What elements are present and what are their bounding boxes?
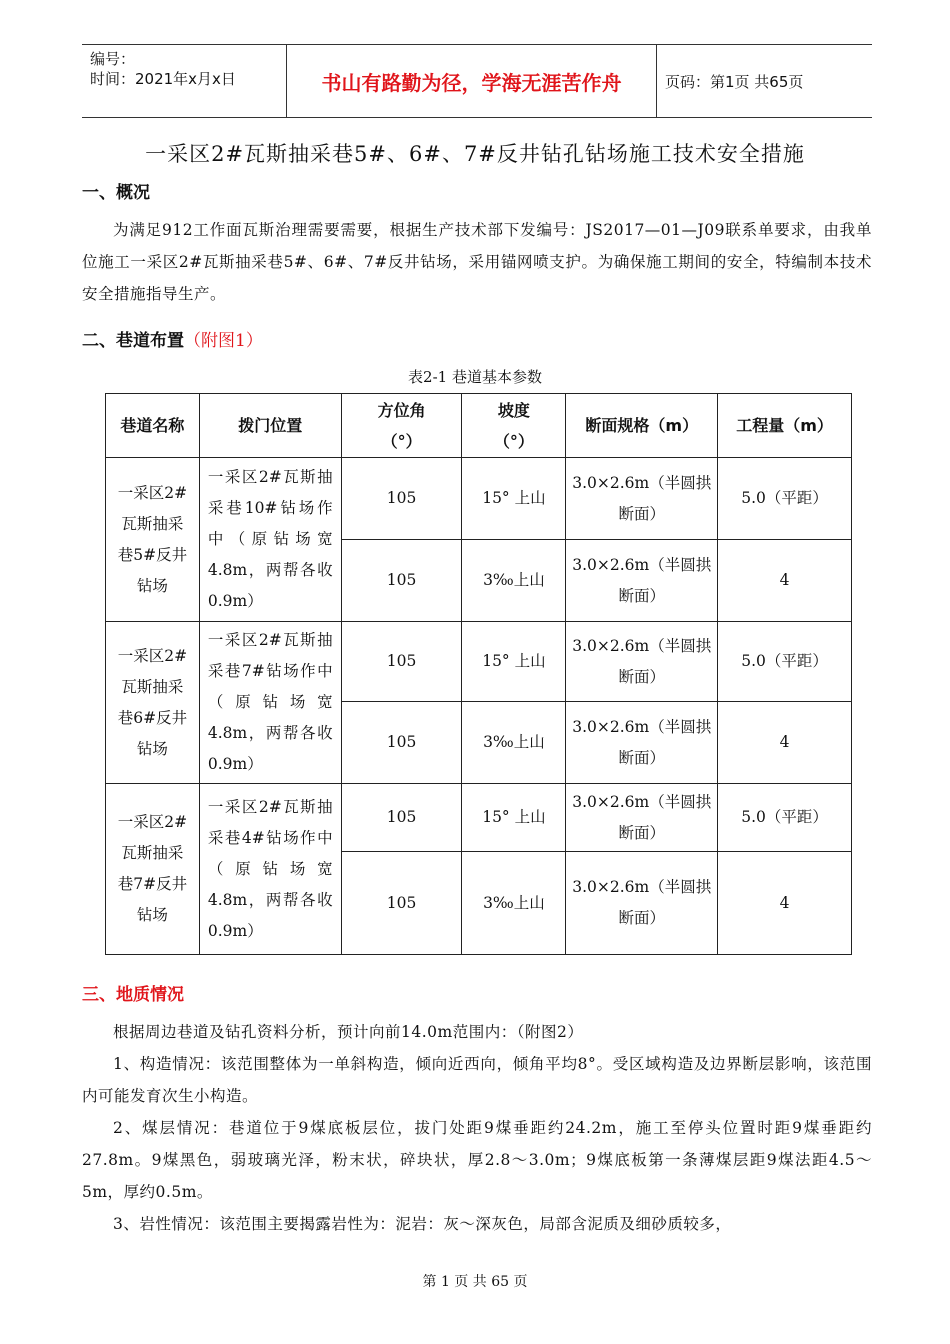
amount-cell: 4 [718,852,852,955]
header-cell: 方位角 （°） [341,394,462,458]
position-cell: 一采区2#瓦斯抽采巷4#钻场作中（原钻场宽4.8m，两帮各收0.9m） [199,784,341,955]
amount-cell: 5.0（平距） [718,458,852,540]
geology-item-structure: 1、构造情况：该范围整体为一单斜构造，倾向近西向，倾角平均8°。受区域构造及边界断层影响，该范围内可能发育次生小构造。 [82,1055,872,1105]
table-header-row [106,394,852,458]
roadway-name-cell: 一采区2#瓦斯抽采巷5#反井钻场 [106,458,200,622]
roadway-name-cell: 一采区2#瓦斯抽采巷6#反井钻场 [106,622,200,784]
geology-intro: 根据周边巷道及钻孔资料分析，预计向前14.0m范围内：（附图2） [113,1023,584,1041]
document-title: 一采区2#瓦斯抽采巷5#、6#、7#反井钻孔钻场施工技术安全措施 [145,142,805,166]
table-caption: 表2-1 巷道基本参数 [408,368,542,386]
layout-heading-note: （附图1） [184,331,263,351]
header-page-info: 页码：第1页 共65页 [665,72,804,91]
header-cell: 断面规格（m） [566,394,718,458]
roadway-name-cell: 一采区2#瓦斯抽采巷7#反井钻场 [106,784,200,955]
amount-cell: 4 [718,702,852,784]
slope-cell: 3‰上山 [462,540,566,622]
azimuth-cell: 105 [341,458,462,540]
layout-heading-text: 二、巷道布置 [82,331,184,351]
amount-cell: 5.0（平距） [718,622,852,702]
header-meta [82,45,287,117]
section-cell: 3.0×2.6m（半圆拱断面） [566,852,718,955]
parameters-table [105,393,852,955]
slope-cell: 3‰上山 [462,702,566,784]
amount-cell: 5.0（平距） [718,784,852,852]
header-cell: 工程量（m） [718,394,852,458]
table-row [106,622,852,702]
header-cell: 拨门位置 [199,394,341,458]
page-footer: 第 1 页 共 65 页 [422,1274,528,1290]
header-cell: 坡度 （°） [462,394,566,458]
overview-paragraph: 为满足912工作面瓦斯治理需要需要，根据生产技术部下发编号：JS2017—01—J09联系单要求，由我单位施工一采区2#瓦斯抽采巷5#、6#、7#反井钻场，采用锚网喷支护。为确保施工期间的安全，特编制本技术安全措施指导生产。 [82,221,872,303]
position-cell: 一采区2#瓦斯抽采巷7#钻场作中（原钻场宽4.8m，两帮各收0.9m） [199,622,341,784]
number-label: 编号： [90,50,136,68]
section-heading-geology: 三、地质情况 [82,985,184,1005]
section-cell: 3.0×2.6m（半圆拱断面） [566,622,718,702]
table-row [106,458,852,540]
azimuth-cell: 105 [341,540,462,622]
slope-cell: 3‰上山 [462,852,566,955]
slope-cell: 15° 上山 [462,458,566,540]
section-cell: 3.0×2.6m（半圆拱断面） [566,540,718,622]
header-motto: 书山有路勤为径，学海无涯苦作舟 [287,45,657,117]
header-cell: 巷道名称 [106,394,200,458]
section-heading-layout [82,326,263,351]
slope-cell: 15° 上山 [462,622,566,702]
position-cell: 一采区2#瓦斯抽采巷10#钻场作中（原钻场宽4.8m，两帮各收0.9m） [199,458,341,622]
azimuth-cell: 105 [341,702,462,784]
geology-item-coal: 2、煤层情况：巷道位于9煤底板层位，拔门处距9煤垂距约24.2m，施工至停头位置时距9煤垂距约27.8m。9煤黑色，弱玻璃光泽，粉末状，碎块状，厚2.8～3.0m；9煤底板第一条薄煤层距9煤法距4.5～5m，厚约0.5m。 [82,1119,872,1201]
amount-cell: 4 [718,540,852,622]
table-row [106,784,852,852]
section-cell: 3.0×2.6m（半圆拱断面） [566,702,718,784]
geology-item-lithology: 3、岩性情况：该范围主要揭露岩性为：泥岩：灰～深灰色，局部含泥质及细砂质较多， [113,1215,732,1233]
time-label: 时间：2021年x月x日 [90,70,236,88]
document-header [82,44,872,118]
slope-cell: 15° 上山 [462,784,566,852]
azimuth-cell: 105 [341,852,462,955]
section-cell: 3.0×2.6m（半圆拱断面） [566,458,718,540]
azimuth-cell: 105 [341,622,462,702]
section-heading-overview: 一、概况 [82,183,150,203]
azimuth-cell: 105 [341,784,462,852]
section-cell: 3.0×2.6m（半圆拱断面） [566,784,718,852]
